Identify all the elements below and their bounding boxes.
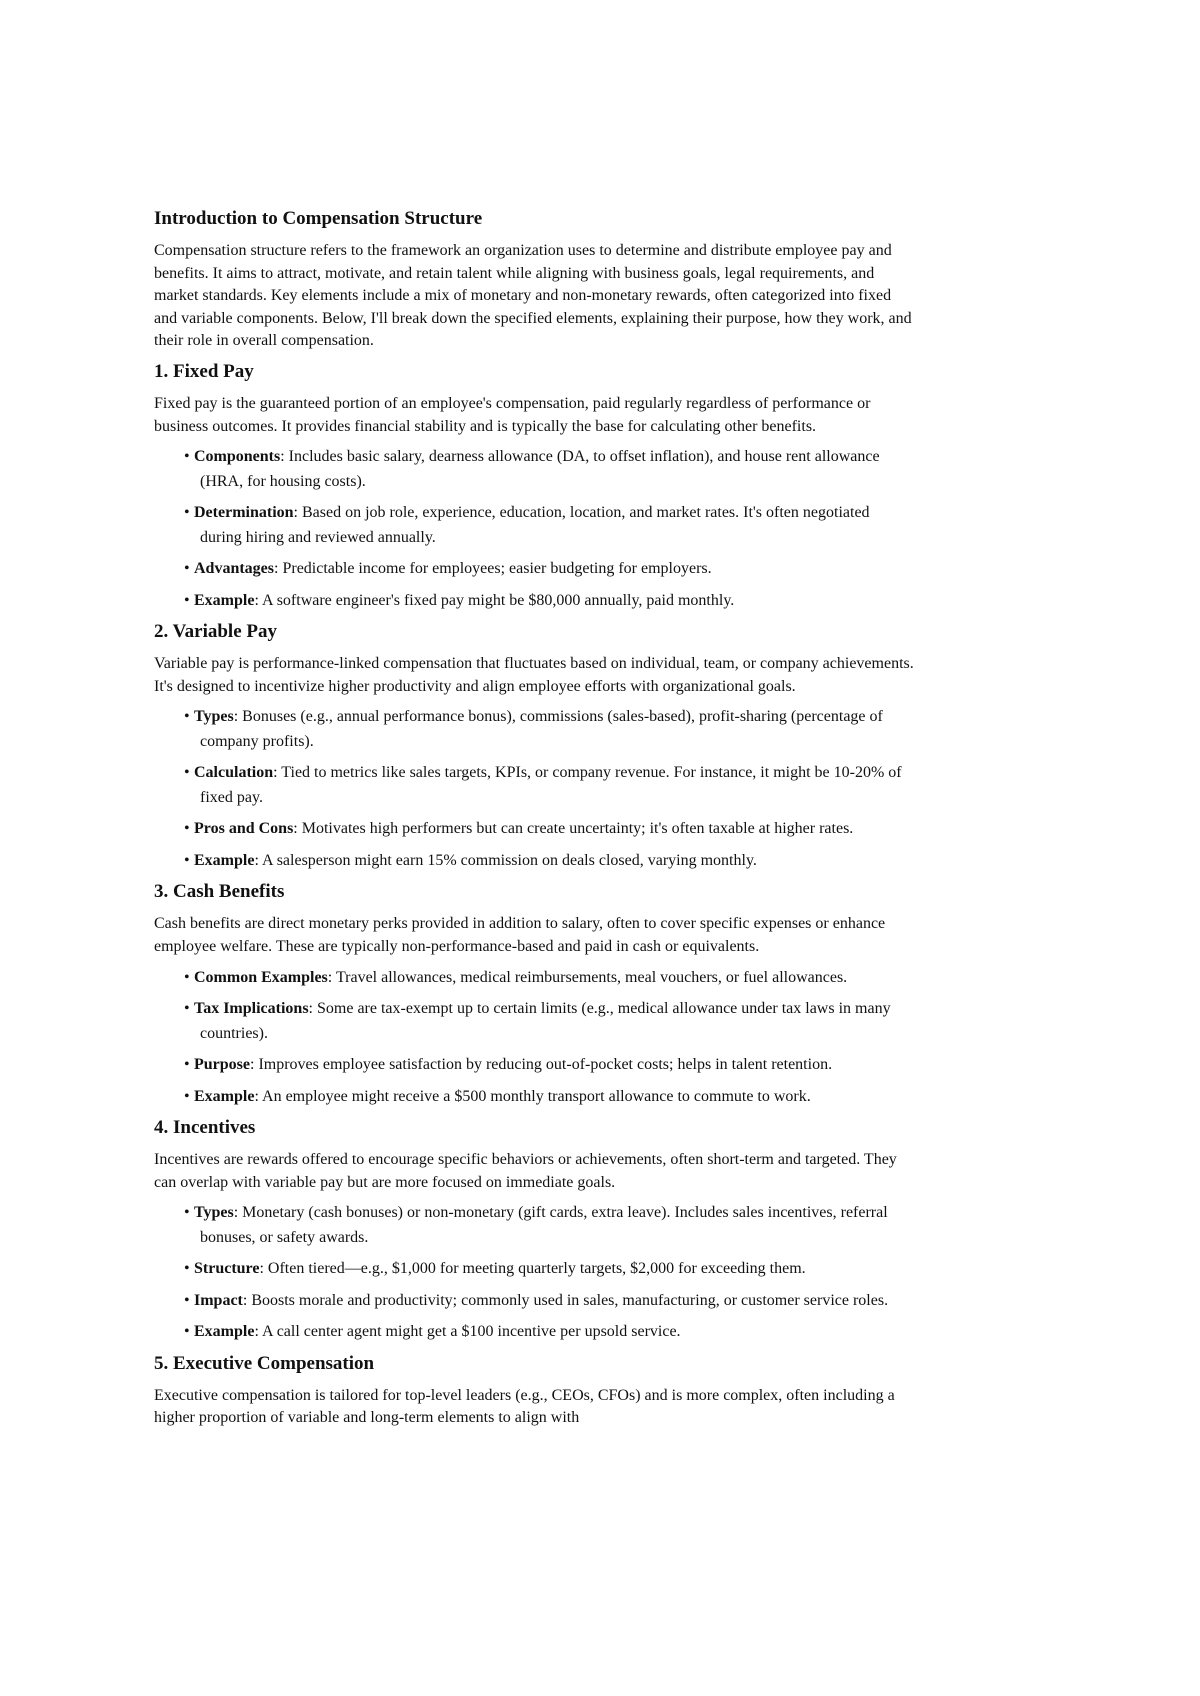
document-page	[154, 207, 914, 1437]
bullet-text: : Improves employee satisfaction by reducing out-of-pocket costs; helps in talent retention.	[250, 1056, 833, 1074]
bullet-text: : Often tiered—e.g., $1,000 for meeting quarterly targets, $2,000 for exceeding them.	[259, 1260, 806, 1278]
list-item	[154, 1085, 914, 1110]
section-body-executive-compensation: Executive compensation is tailored for top-level leaders (e.g., CEOs, CFOs) and is more complex, often including a higher proportion of variable and long-term elements to align with	[154, 1386, 895, 1427]
bullet-text: : An employee might receive a $500 monthly transport allowance to commute to work.	[254, 1087, 811, 1105]
bullet-list-fixed-pay	[154, 445, 914, 613]
bullet-icon: •	[184, 1260, 190, 1278]
section-heading-cash-benefits: 3. Cash Benefits	[154, 881, 285, 903]
bullet-label: Purpose	[194, 1056, 250, 1074]
bullet-label: Components	[194, 448, 281, 466]
document-title: Introduction to Compensation Structure	[154, 208, 483, 229]
bullet-icon: •	[184, 1291, 190, 1309]
bullet-label: Determination	[194, 504, 294, 522]
list-item	[154, 1289, 914, 1314]
bullet-label: Pros and Cons	[194, 820, 294, 838]
bullet-icon: •	[184, 504, 190, 522]
bullet-label: Calculation	[194, 764, 274, 782]
list-item	[154, 705, 914, 754]
bullet-icon: •	[184, 1056, 190, 1074]
bullet-label: Structure	[194, 1260, 260, 1278]
list-item	[154, 966, 914, 991]
bullet-text: : Includes basic salary, dearness allowance (DA, to offset inflation), and house rent allowance (HRA, for housing costs).	[200, 448, 880, 490]
bullet-label: Tax Implications	[194, 1000, 309, 1018]
section-body-cash-benefits: Cash benefits are direct monetary perks provided in addition to salary, often to cover specific expenses or enhance employee welfare. These are typically non-performance-based and paid in cash or equivalents.	[154, 915, 886, 955]
bullet-list-variable-pay	[154, 705, 914, 873]
bullet-icon: •	[184, 1000, 190, 1018]
section-heading-variable-pay: 2. Variable Pay	[154, 621, 277, 643]
bullet-text: : Predictable income for employees; easier budgeting for employers.	[274, 560, 712, 578]
bullet-icon: •	[184, 764, 190, 782]
bullet-label: Types	[194, 1204, 234, 1222]
bullet-label: Example	[194, 851, 255, 869]
list-item	[154, 997, 914, 1046]
bullet-list-cash-benefits	[154, 966, 914, 1110]
bullet-label: Types	[194, 708, 234, 726]
section-body-fixed-pay: Fixed pay is the guaranteed portion of an employee's compensation, paid regularly regardless of performance or business outcomes. It provides financial stability and is typically the base for calculating other benefits.	[154, 394, 871, 435]
section-heading-fixed-pay: 1. Fixed Pay	[154, 360, 254, 382]
bullet-label: Example	[194, 1087, 255, 1105]
bullet-label: Advantages	[194, 560, 275, 578]
list-item	[154, 1320, 914, 1345]
bullet-icon: •	[184, 1204, 190, 1222]
list-item	[154, 501, 914, 550]
list-item	[154, 589, 914, 614]
bullet-icon: •	[184, 1087, 190, 1105]
intro-paragraph: Compensation structure refers to the framework an organization uses to determine and distribute employee pay and benefits. It aims to attract, motivate, and retain talent while aligning with business goals, legal requirements, and market standards. Key elements include a mix of monetary and non-monetary rewards, often categorized into fixed and variable components. Below, I'll break down the specified elements, explaining their purpose, how they work, and their role in overall compensation.	[154, 242, 912, 350]
section-heading-incentives: 4. Incentives	[154, 1117, 256, 1139]
bullet-list-incentives	[154, 1201, 914, 1345]
bullet-text: : Motivates high performers but can create uncertainty; it's often taxable at higher rates.	[293, 820, 854, 838]
list-item	[154, 1201, 914, 1250]
bullet-icon: •	[184, 851, 190, 869]
bullet-text: : A call center agent might get a $100 incentive per upsold service.	[254, 1323, 681, 1341]
bullet-label: Example	[194, 591, 255, 609]
section-heading-executive-compensation: 5. Executive Compensation	[154, 1352, 375, 1374]
bullet-text: : A salesperson might earn 15% commission on deals closed, varying monthly.	[254, 851, 757, 869]
bullet-text: : Monetary (cash bonuses) or non-monetary (gift cards, extra leave). Includes sales incentives, referral bonuses, or safety awards.	[200, 1204, 888, 1246]
bullet-text: : Based on job role, experience, education, location, and market rates. It's often negotiated during hiring and reviewed annually.	[200, 504, 870, 546]
list-item	[154, 557, 914, 582]
bullet-icon: •	[184, 591, 190, 609]
list-item	[154, 1257, 914, 1282]
section-body-variable-pay: Variable pay is performance-linked compensation that fluctuates based on individual, team, or company achievements. It's designed to incentivize higher productivity and align employee efforts with organizational goals.	[154, 655, 914, 695]
bullet-icon: •	[184, 1323, 190, 1341]
list-item	[154, 445, 914, 494]
section-body-incentives: Incentives are rewards offered to encourage specific behaviors or achievements, often short-term and targeted. They can overlap with variable pay but are more focused on immediate goals.	[154, 1151, 897, 1191]
bullet-label: Impact	[194, 1291, 243, 1309]
bullet-label: Common Examples	[194, 968, 328, 986]
bullet-label: Example	[194, 1323, 255, 1341]
bullet-icon: •	[184, 708, 190, 726]
bullet-text: : Some are tax-exempt up to certain limits (e.g., medical allowance under tax laws in many countries).	[200, 1000, 891, 1042]
bullet-text: : Travel allowances, medical reimbursements, meal vouchers, or fuel allowances.	[327, 968, 848, 986]
bullet-text: : Bonuses (e.g., annual performance bonus), commissions (sales-based), profit-sharing (percentage of company profits).	[200, 708, 883, 750]
list-item	[154, 817, 914, 842]
list-item	[154, 849, 914, 874]
list-item	[154, 1053, 914, 1078]
bullet-text: : A software engineer's fixed pay might be $80,000 annually, paid monthly.	[254, 591, 735, 609]
list-item	[154, 761, 914, 810]
bullet-icon: •	[184, 560, 190, 578]
bullet-text: : Tied to metrics like sales targets, KPIs, or company revenue. For instance, it might be 10-20% of fixed pay.	[200, 764, 902, 806]
bullet-icon: •	[184, 820, 190, 838]
bullet-icon: •	[184, 968, 190, 986]
bullet-text: : Boosts morale and productivity; commonly used in sales, manufacturing, or customer service roles.	[242, 1291, 889, 1309]
bullet-icon: •	[184, 448, 190, 466]
